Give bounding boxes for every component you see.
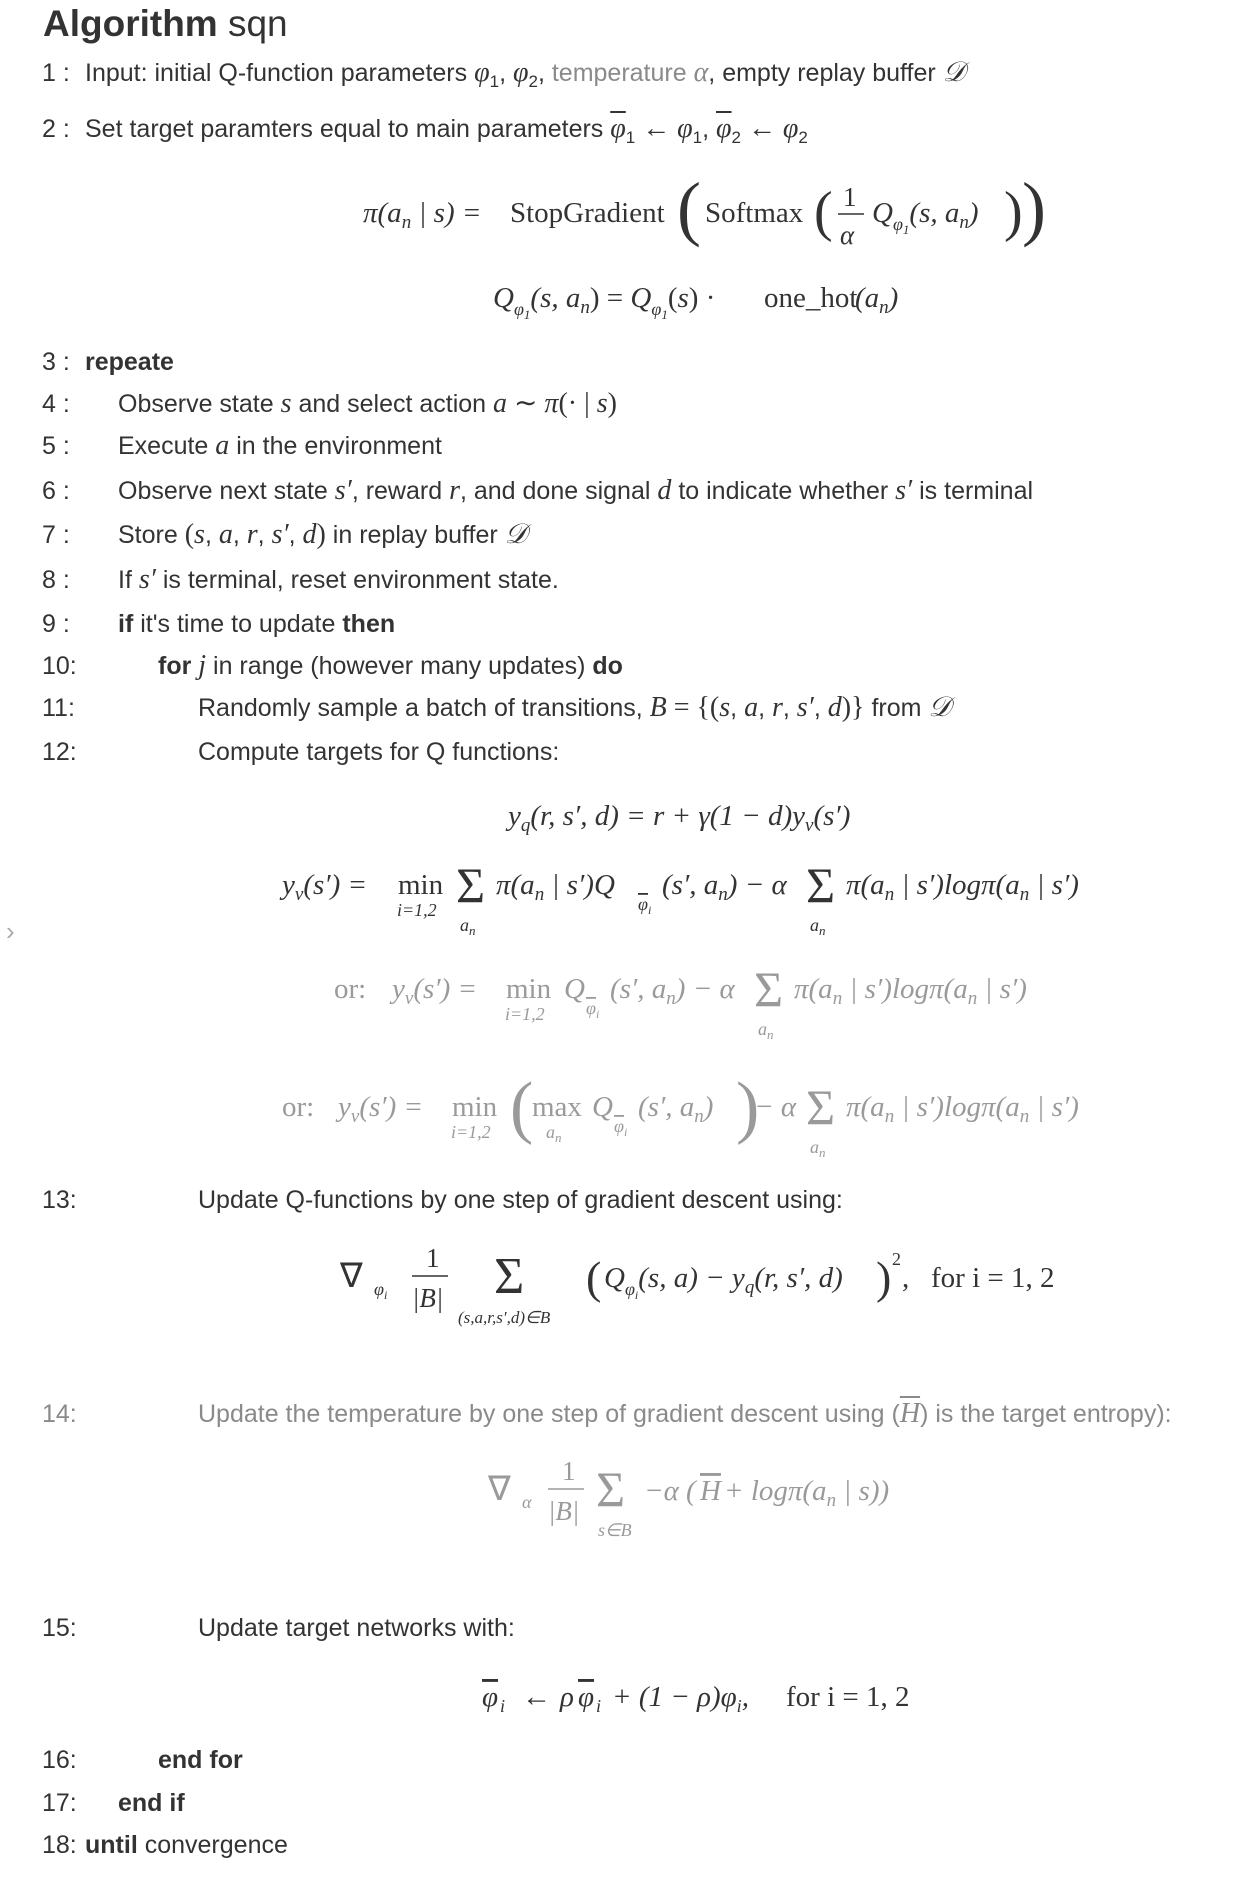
svg-text:Softmax: Softmax	[705, 197, 804, 229]
svg-text:|B|: |B|	[548, 1496, 580, 1526]
svg-text:): )	[1004, 181, 1023, 243]
svg-text:i: i	[648, 903, 652, 917]
svg-text:− α: − α	[754, 1091, 797, 1123]
svg-text:Q: Q	[564, 973, 585, 1005]
svg-text:an: $a_n$	[810, 1137, 826, 1160]
svg-text:+ logπ(an | s)): + $\log\pi(a_n$ | s))	[724, 1475, 890, 1511]
svg-text:Σ: Σ	[754, 962, 784, 1017]
svg-text:∇: ∇	[488, 1471, 511, 1508]
svg-text:Qφi(s, a) − yq(r, s′, d): $Q_\varphi i(s$, $a) - y_q(r$, s′, d)	[604, 1262, 843, 1302]
svg-text:+ (1 − ρ)φi,: + $(1 - \rho)\varphi_i$,	[612, 1681, 749, 1716]
svg-text:Σ: Σ	[456, 858, 486, 913]
svg-text:Qφ1(s, an): $Q_\varphi 1(s$, $a_n$)	[872, 197, 979, 237]
svg-text:i=1,2: i=1,2	[505, 1004, 545, 1024]
svg-text:): )	[1022, 168, 1046, 248]
svg-text:−α (: −α (	[644, 1475, 696, 1507]
svg-text:π(an | s′)Q: $\pi(a_n$ | s′)Q	[496, 869, 615, 905]
yv-equation	[276, 858, 1156, 938]
svg-text:1: 1	[843, 182, 857, 212]
svg-text:i: i	[596, 1696, 602, 1716]
svg-text:StopGradient: StopGradient	[510, 197, 665, 229]
policy-equation	[350, 168, 1050, 268]
svg-text:α: α	[522, 1492, 532, 1512]
svg-text:i: i	[624, 1125, 628, 1139]
grad-q-equation	[336, 1235, 1096, 1335]
svg-text:Σ: Σ	[596, 1461, 626, 1517]
algorithm-title: Algorithm sqn	[43, 3, 288, 44]
svg-text:or:: or:	[282, 1091, 315, 1123]
svg-text:φ: φ	[638, 894, 648, 914]
svg-text:an: $a_n$	[810, 915, 826, 938]
svg-text:(s,a,r,s′,d)∈B: (s,a,r,s′,d)∈B	[458, 1308, 551, 1327]
svg-text:π(an | s′)logπ(an | s′): $\pi(a_n$ | $s')\log\pi(a_n$ | s′)	[846, 869, 1079, 905]
svg-text:i=1,2: i=1,2	[397, 900, 437, 920]
svg-text:one_hot: one_hot	[764, 282, 858, 314]
svg-text:1: 1	[562, 1456, 576, 1486]
svg-text:φ: φ	[586, 998, 596, 1018]
svg-text:(s′, an) − α: (s′, $a_n) - \alpha$	[662, 869, 787, 905]
svg-text:φ: φ	[614, 1116, 624, 1136]
svg-text:min: min	[398, 869, 444, 901]
onehot-equation	[490, 276, 940, 326]
svg-text:α: α	[840, 220, 855, 250]
svg-text:for i = 1, 2: for i = 1, 2	[931, 1262, 1055, 1294]
svg-text:(: (	[677, 168, 701, 248]
svg-text:s∈B: s∈B	[598, 1520, 632, 1540]
yv-or2-equation	[276, 1068, 1156, 1168]
yv-or1-equation	[330, 962, 1130, 1042]
svg-text:Q: Q	[592, 1091, 613, 1123]
svg-text:π(an | s) =: $\pi(a_n$ | s) =	[363, 197, 482, 233]
svg-text:(s′, an) − α: (s′, $a_n) - \alpha$	[610, 973, 735, 1009]
svg-text:i: i	[596, 1007, 600, 1021]
svg-text:Σ: Σ	[806, 858, 836, 913]
svg-text:π(an | s′)logπ(an | s′): $\pi(a_n$ | $s')\log\pi(a_n$ | s′)	[846, 1091, 1079, 1127]
svg-text:min: min	[452, 1091, 498, 1123]
svg-text:ρ: ρ	[560, 1681, 574, 1713]
svg-text:(: (	[586, 1252, 602, 1303]
svg-text:max: max	[532, 1091, 582, 1123]
svg-text:←: ←	[522, 1681, 551, 1713]
svg-text:∇: ∇	[340, 1258, 363, 1295]
svg-text:φi: $\varphi_i$	[374, 1279, 388, 1302]
svg-text:an: $a_n$	[546, 1122, 562, 1145]
svg-text:Qφ1(s, an) = Qφ1(s) ·: $Q_\varphi 1(s$, $a_n) = Q_\varphi 1(s)$ ·	[493, 282, 716, 322]
svg-text:or:: or:	[334, 973, 367, 1005]
svg-text:|B|: |B|	[412, 1283, 444, 1313]
svg-text:2: 2	[892, 1249, 901, 1269]
svg-text:yv(s′) =: $y_v(s')$ =	[338, 1091, 424, 1127]
svg-text:): )	[736, 1069, 760, 1146]
yq-equation	[500, 793, 920, 841]
svg-text:φ: φ	[482, 1681, 499, 1713]
svg-text:i=1,2: i=1,2	[451, 1122, 491, 1142]
svg-text:Σ: Σ	[494, 1248, 525, 1305]
svg-text:i: i	[500, 1696, 506, 1716]
svg-text:H: H	[700, 1475, 721, 1507]
svg-text:π(an | s′)logπ(an | s′): $\pi(a_n$ | $s')\log\pi(a_n$ | s′)	[794, 973, 1027, 1009]
svg-text:(s′, an): (s′, $a_n$)	[638, 1091, 714, 1127]
svg-text:(an): $(a_n)$	[855, 282, 899, 318]
svg-text:for i = 1, 2: for i = 1, 2	[786, 1681, 910, 1713]
svg-text:an: $a_n$	[758, 1019, 774, 1042]
grad-alpha-equation	[484, 1450, 944, 1550]
svg-text:yv(s′) =: $y_v(s')$ =	[392, 973, 478, 1009]
svg-text:): )	[876, 1252, 892, 1303]
svg-text:an: $a_n$	[460, 915, 476, 938]
svg-text:φ: φ	[578, 1681, 595, 1713]
target-update-equation	[476, 1664, 956, 1724]
svg-text:min: min	[506, 973, 552, 1005]
chevron-right-icon[interactable]: ›	[6, 916, 15, 946]
svg-text:,: ,	[902, 1262, 910, 1294]
svg-text:Σ: Σ	[806, 1079, 836, 1135]
svg-text:1: 1	[426, 1243, 440, 1273]
svg-text:yv(s′) =: $y_v(s')$ =	[282, 869, 368, 905]
svg-text:(: (	[814, 181, 833, 243]
svg-text:(: (	[510, 1069, 534, 1146]
svg-text:yq(r, s′, d) = r + γ(1 − d)yv(: $y_q(r$, s′, $d) = r + \gamma(1 - d)y_v(s')$	[508, 800, 851, 836]
